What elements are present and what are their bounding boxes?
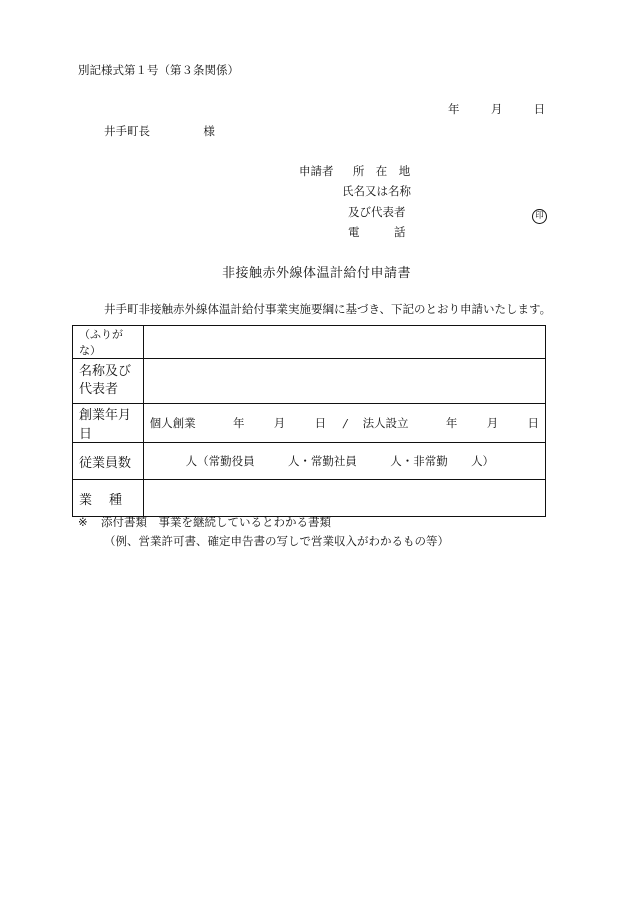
date-year: 年 [448, 102, 460, 116]
separator-slash: / [343, 416, 348, 430]
furigana-row [73, 326, 546, 359]
date-month: 月 [490, 102, 503, 116]
founding-row [73, 404, 546, 443]
corporate-day: 日 [527, 416, 539, 430]
address-label: 所 在 地 [352, 164, 411, 178]
individual-month: 月 [273, 416, 286, 430]
attachment-note [78, 514, 331, 530]
applicant-address-row [299, 163, 410, 179]
founding-date-field[interactable] [143, 404, 545, 443]
addressee-suffix: 様 [203, 124, 215, 138]
employees-row [73, 443, 546, 480]
name-representative-label [73, 359, 144, 404]
employees-label: 従業員数 [73, 443, 144, 480]
industry-row [73, 480, 546, 517]
employees-field[interactable] [143, 443, 545, 480]
employees-regular-staff: 人・常勤社員 [287, 454, 357, 468]
date-line [448, 101, 545, 117]
addressee [104, 123, 215, 139]
corporate-year: 年 [445, 416, 458, 430]
name-label: 氏名又は名称 [342, 184, 411, 198]
note-mark: ※ [78, 515, 88, 529]
form-reference: 別記様式第１号（第３条関係） [78, 63, 239, 77]
industry-field[interactable] [143, 480, 545, 517]
individual-founding-label: 個人創業 [149, 416, 196, 430]
furigana-field[interactable] [143, 326, 545, 359]
name-label-line2: 代表者 [79, 382, 119, 397]
corporate-month: 月 [486, 416, 499, 430]
name-row [73, 359, 546, 404]
addressee-name: 井手町長 [104, 124, 150, 138]
application-table [72, 325, 546, 517]
seal-icon: 印 [532, 209, 547, 224]
employees-total: 人（常勤役員 [185, 454, 255, 468]
founding-date-label: 創業年月日 [73, 404, 144, 443]
industry-label: 業 種 [73, 480, 144, 517]
document-title: 非接触赤外線体温計給付申請書 [222, 266, 412, 281]
corporate-founding-label: 法人設立 [362, 416, 409, 430]
intro-text: 井手町非接触赤外線体温計給付事業実施要綱に基づき、下記のとおり申請いたします。 [104, 302, 552, 316]
furigana-label: （ふりがな） [73, 326, 144, 359]
name-representative-field[interactable] [143, 359, 545, 404]
seal-mark [532, 203, 547, 224]
name-label-line1: 名称及び [79, 364, 132, 379]
date-day: 日 [533, 102, 546, 116]
employees-part-time: 人・非常勤 [390, 454, 448, 468]
employees-close: 人） [471, 454, 495, 468]
applicant-label: 申請者 [299, 164, 334, 178]
attachment-example: （例、営業許可書、確定申告書の写しで営業収入がわかるもの等） [104, 534, 449, 548]
individual-year: 年 [232, 416, 245, 430]
individual-day: 日 [314, 416, 327, 430]
representative-label: 及び代表者 [348, 205, 406, 219]
attachment-text: 添付書類 事業を継続しているとわかる書類 [100, 515, 331, 529]
phone-label: 電 話 [348, 225, 406, 239]
